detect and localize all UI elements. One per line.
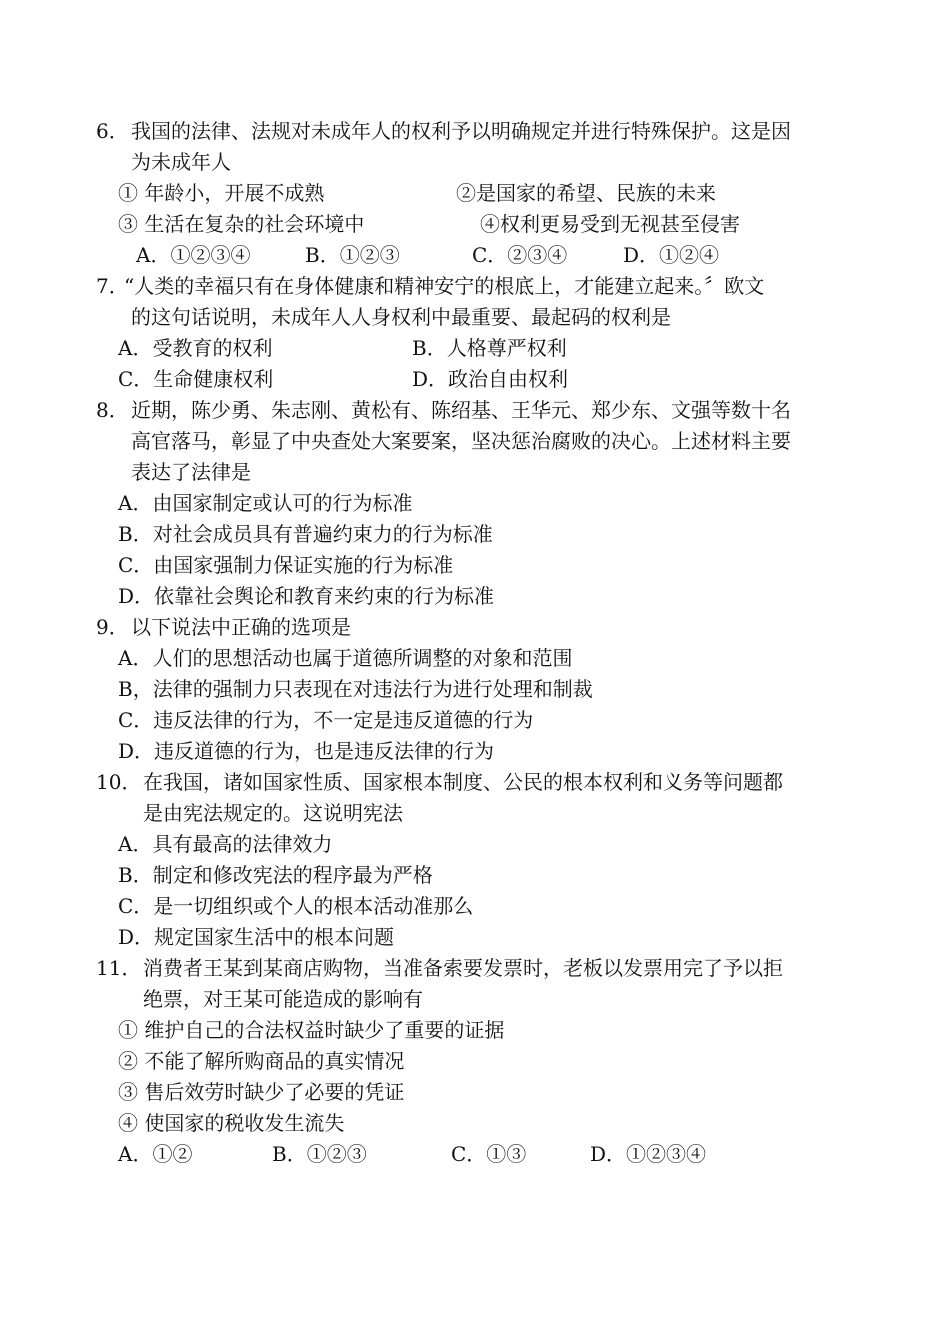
- answer-option: D．政治自由权利: [412, 367, 569, 391]
- statement-item: ③ 生活在复杂的社会环境中: [118, 212, 365, 236]
- question-number: 8．: [96, 398, 129, 422]
- question-number: 11．: [96, 956, 142, 980]
- answer-option: A．①②: [118, 1142, 193, 1166]
- answer-option: C．②③④: [472, 243, 568, 267]
- question-stem-line: 的这句话说明，未成年人人身权利中最重要、最起码的权利是: [131, 305, 671, 329]
- answer-option: B．制定和修改宪法的程序最为严格: [118, 863, 433, 887]
- statement-item: ① 维护自己的合法权益时缺少了重要的证据: [118, 1018, 505, 1042]
- answer-option: A．人们的思想活动也属于道德所调整的对象和范围: [118, 646, 573, 670]
- statement-item: ④权利更易受到无视甚至侵害: [480, 212, 740, 236]
- answer-option: B，法律的强制力只表现在对违法行为进行处理和制裁: [118, 677, 593, 701]
- answer-option: A．受教育的权利: [118, 336, 273, 360]
- question-stem-line: 表达了法律是: [131, 460, 251, 484]
- answer-option: D．①②④: [623, 243, 720, 267]
- statement-item: ②是国家的希望、民族的未来: [456, 181, 716, 205]
- answer-option: C．生命健康权利: [118, 367, 274, 391]
- answer-option: B．①②③: [305, 243, 400, 267]
- answer-option: B．人格尊严权利: [412, 336, 567, 360]
- question-stem-line: 我国的法律、法规对未成年人的权利予以明确规定并进行特殊保护。这是因: [131, 119, 791, 143]
- question-stem-line: 近期，陈少勇、朱志刚、黄松有、陈绍基、王华元、郑少东、文强等数十名: [131, 398, 791, 422]
- question-stem-line: 绝票，对王某可能造成的影响有: [143, 987, 423, 1011]
- answer-option: B．①②③: [272, 1142, 367, 1166]
- answer-option: A．由国家制定或认可的行为标准: [118, 491, 413, 515]
- question-stem-line: 消费者王某到某商店购物，当准备索要发票时，老板以发票用完了予以拒: [143, 956, 783, 980]
- answer-option: C．由国家强制力保证实施的行为标准: [118, 553, 454, 577]
- answer-option: A．①②③④: [136, 243, 251, 267]
- answer-option: D．依靠社会舆论和教育来约束的行为标准: [118, 584, 495, 608]
- answer-option: C．违反法律的行为，不一定是违反道德的行为: [118, 708, 534, 732]
- question-number: 7．: [96, 274, 129, 298]
- statement-item: ③ 售后效劳时缺少了必要的凭证: [118, 1080, 405, 1104]
- question-stem-line: 为未成年人: [131, 150, 231, 174]
- question-stem-line: 在我国，诸如国家性质、国家根本制度、公民的根本权利和义务等问题都: [143, 770, 783, 794]
- answer-option: C．是一切组织或个人的根本活动准那么: [118, 894, 474, 918]
- question-number: 6．: [96, 119, 129, 143]
- statement-item: ① 年龄小，开展不成熟: [118, 181, 325, 205]
- question-stem-line: 高官落马，彰显了中央查处大案要案，坚决惩治腐败的决心。上述材料主要: [131, 429, 791, 453]
- answer-option: B．对社会成员具有普遍约束力的行为标准: [118, 522, 493, 546]
- answer-option: C．①③: [451, 1142, 527, 1166]
- answer-option: D．①②③④: [590, 1142, 707, 1166]
- question-stem-line: 以下说法中正确的选项是: [131, 615, 351, 639]
- statement-item: ④ 使国家的税收发生流失: [118, 1111, 345, 1135]
- answer-option: A．具有最高的法律效力: [118, 832, 333, 856]
- statement-item: ② 不能了解所购商品的真实情况: [118, 1049, 405, 1073]
- answer-option: D．规定国家生活中的根本问题: [118, 925, 395, 949]
- question-number: 10．: [96, 770, 142, 794]
- question-stem-line: 是由宪法规定的。这说明宪法: [143, 801, 403, 825]
- answer-option: D．违反道德的行为，也是违反法律的行为: [118, 739, 495, 763]
- question-number: 9．: [96, 615, 129, 639]
- question-stem-line: “人类的幸福只有在身体健康和精神安宁的根底上，才能建立起来。〞欧文: [124, 274, 765, 298]
